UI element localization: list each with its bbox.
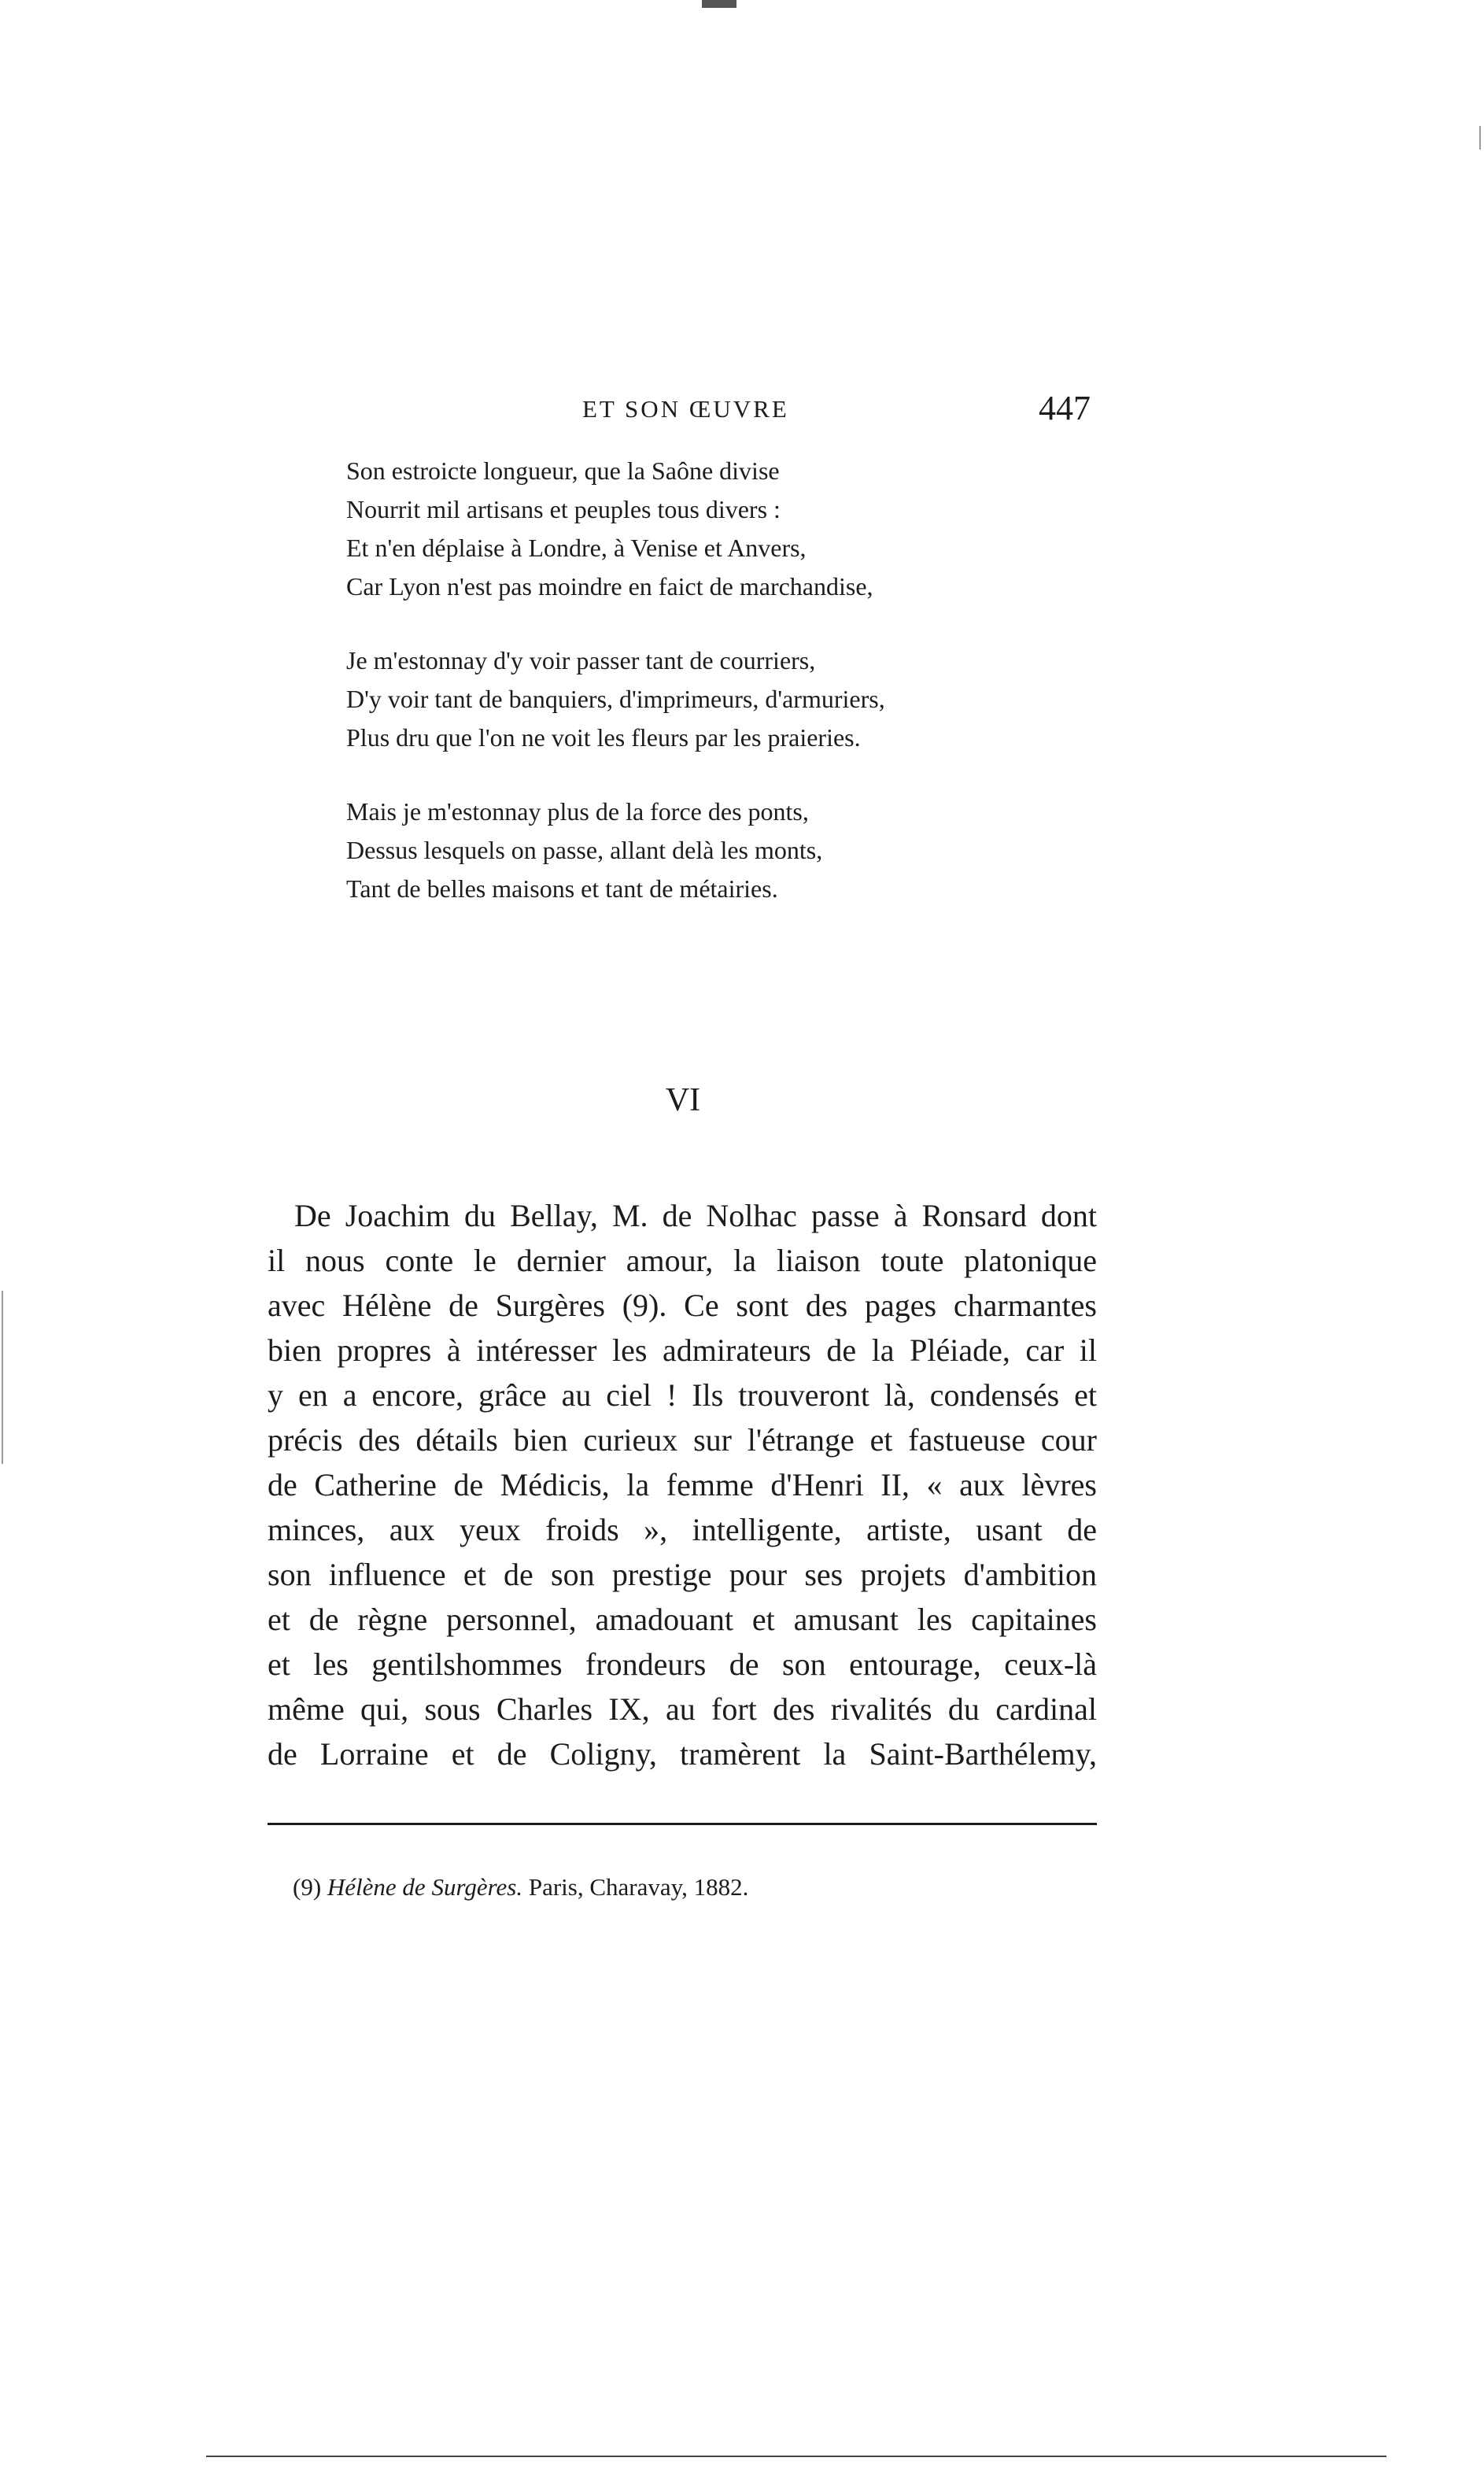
footnote-text: Paris, Charavay, 1882. xyxy=(528,1873,749,1901)
footnote-divider xyxy=(268,1823,1097,1825)
prose-line: précis des détails bien curieux sur l'étrange et fastueuse cour xyxy=(268,1422,1097,1458)
footnote-title: Hélène de Surgères. xyxy=(327,1873,523,1901)
prose-line: minces, aux yeux froids », intelligente, artiste, usant de xyxy=(268,1512,1097,1547)
verse-line: Tant de belles maisons et tant de métairies. xyxy=(346,874,778,903)
prose-line: et les gentilshommes frondeurs de son entourage, ceux-là xyxy=(268,1646,1097,1682)
verse-line: Je m'estonnay d'y voir passer tant de courriers, xyxy=(346,646,816,674)
footnote xyxy=(293,1872,748,1903)
verse-line: Car Lyon n'est pas moindre en faict de marchandise, xyxy=(346,572,873,601)
stanza xyxy=(346,793,1133,908)
prose-line: de Lorraine et de Coligny, tramèrent la Saint-Barthélemy, xyxy=(268,1736,1097,1772)
verse-line: D'y voir tant de banquiers, d'imprimeurs, d'armuriers, xyxy=(346,685,885,713)
prose-line: son influence et de son prestige pour ses projets d'ambition xyxy=(268,1557,1097,1592)
scan-mark-top xyxy=(702,0,736,8)
prose-line: De Joachim du Bellay, M. de Nolhac passe à Ronsard dont xyxy=(294,1198,1097,1233)
verse-line: Et n'en déplaise à Londre, à Venise et Anvers, xyxy=(346,534,807,562)
verse-line: Mais je m'estonnay plus de la force des ponts, xyxy=(346,797,809,826)
verse-line: Plus dru que l'on ne voit les fleurs par les praieries. xyxy=(346,723,861,752)
prose-paragraph xyxy=(268,1193,1097,1776)
verse-line: Nourrit mil artisans et peuples tous divers : xyxy=(346,495,781,523)
prose-line: il nous conte le dernier amour, la liaison toute platonique xyxy=(268,1243,1097,1278)
verse-line: Son estroicte longueur, que la Saône divise xyxy=(346,456,780,485)
prose-line: même qui, sous Charles IX, au fort des rivalités du cardinal xyxy=(268,1691,1097,1727)
prose-line: et de règne personnel, amadouant et amusant les capitaines xyxy=(268,1602,1097,1637)
scan-bottom-rule xyxy=(206,2456,1386,2457)
scan-mark-right xyxy=(1479,126,1481,150)
prose-line: de Catherine de Médicis, la femme d'Henri II, « aux lèvres xyxy=(268,1467,1097,1502)
prose-line: bien propres à intéresser les admirateurs de la Pléiade, car il xyxy=(268,1332,1097,1368)
footnote-marker: (9) xyxy=(293,1873,322,1901)
page-number: 447 xyxy=(1039,389,1091,427)
poem xyxy=(346,452,1133,944)
prose-line: y en a encore, grâce au ciel ! Ils trouveront là, condensés et xyxy=(268,1377,1097,1413)
scan-mark-left xyxy=(2,1291,3,1464)
stanza xyxy=(346,641,1133,757)
verse-line: Dessus lesquels on passe, allant delà les monts, xyxy=(346,836,823,864)
section-heading: VI xyxy=(665,1082,701,1118)
stanza xyxy=(346,452,1133,606)
running-title: ET SON ŒUVRE xyxy=(582,395,789,423)
prose-line: avec Hélène de Surgères (9). Ce sont des pages charmantes xyxy=(268,1288,1097,1323)
